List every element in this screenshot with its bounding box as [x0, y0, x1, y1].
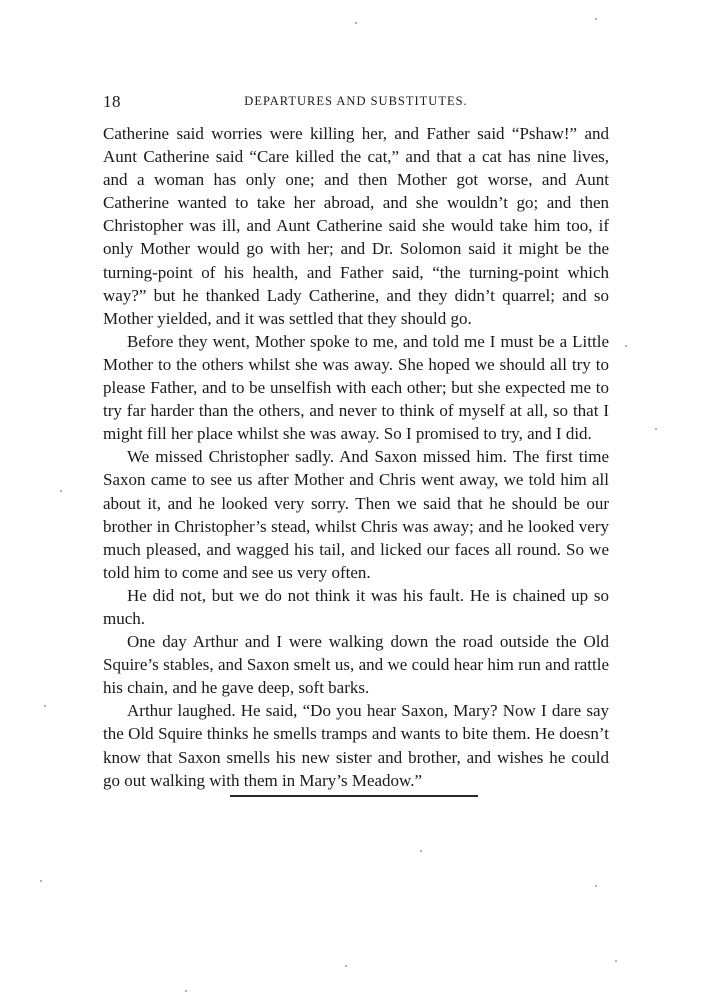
paper-speck — [185, 990, 187, 992]
paper-speck — [60, 490, 62, 492]
paragraph: Before they went, Mother spoke to me, and told me I must be a Little Mother to the others whilst she was away. She hoped we should all try to please Father, and to be unselfish with each other; but she expected me to try far harder than the others, and never to think of myself at all, so that I might fill her place whilst she was away. So I promised to try, and I did. — [103, 331, 609, 444]
running-head — [103, 92, 609, 112]
body-text — [103, 122, 609, 792]
running-title: DEPARTURES AND SUBSTITUTES. — [244, 94, 468, 108]
paper-speck — [355, 22, 357, 24]
paper-speck — [615, 960, 617, 962]
paper-speck — [625, 345, 627, 347]
paper-speck — [655, 428, 657, 430]
paragraph: Arthur laughed. He said, “Do you hear Saxon, Mary? Now I dare say the Old Squire thinks he smells tramps and wants to bite them. He doesn’t know that Saxon smells his new sister and brother, and wishes he could go out walking with them in Mary’s Meadow.” — [103, 701, 609, 790]
paragraph: He did not, but we do not think it was his fault. He is chained up so much. — [103, 585, 609, 628]
paper-speck — [40, 880, 42, 882]
paper-speck — [595, 885, 597, 887]
closing-rule — [230, 795, 478, 797]
paper-speck — [345, 965, 347, 967]
paragraph: Catherine said worries were killing her, and Father said “Pshaw!” and Aunt Catherine said “Care killed the cat,” and that a cat has nine lives, and a woman has only one; and then Mother got worse, and Aunt Catherine wanted to take her abroad, and she wouldn’t go; and then Christopher was ill, and Aunt Catherine said she would take him too, if only Mother would go with her; and Dr. Solomon said it might be the turning-point of his health, and Father said, “the turning-point which way?” but he thanked Lady Catherine, and they didn’t quarrel; and so Mother yielded, and it was settled that they should go. — [103, 124, 609, 328]
paragraph: One day Arthur and I were walking down the road outside the Old Squire’s stables, and Saxon smelt us, and we could hear him run and rattle his chain, and he gave deep, soft barks. — [103, 632, 609, 698]
paper-speck — [44, 705, 46, 707]
paper-speck — [420, 850, 422, 852]
paragraph: We missed Christopher sadly. And Saxon missed him. The first time Saxon came to see us after Mother and Chris went away, we told him all about it, and he looked very sorry. Then we said that he should be our brother in Christopher’s stead, whilst Chris was away; and he looked very much pleased, and wagged his tail, and licked our faces all round. So we told him to come and see us very often. — [103, 447, 609, 582]
page-number: 18 — [103, 92, 121, 111]
paper-speck — [595, 18, 597, 20]
